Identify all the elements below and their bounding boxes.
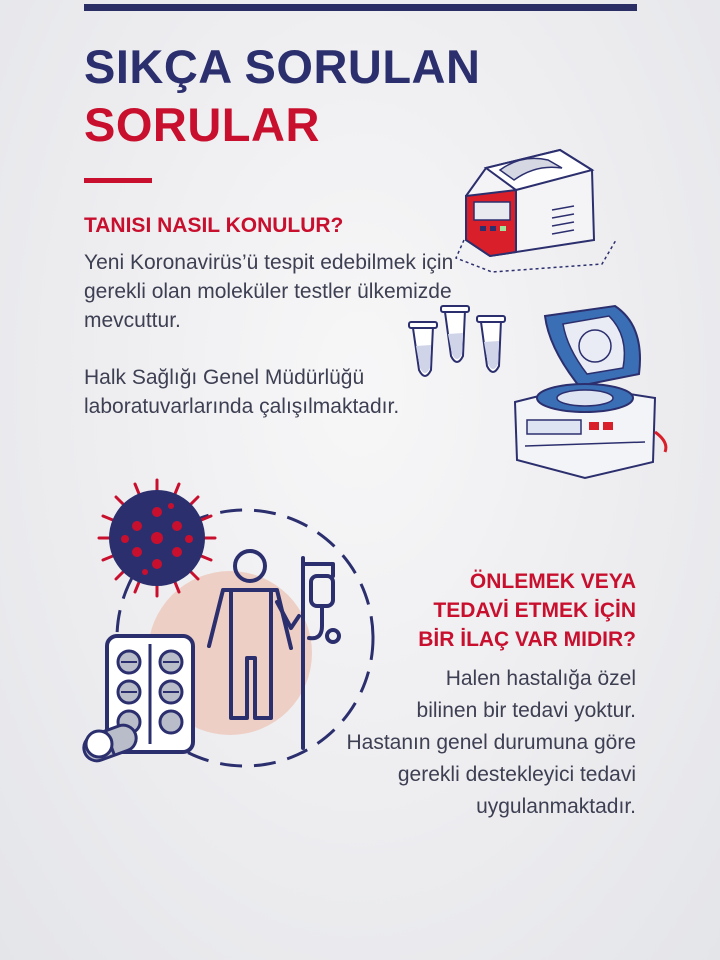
answer-paragraph: Yeni Koronavirüs’ü tespit edebilmek için gerekli olan moleküler testler ülkemizde mevcuttur. <box>84 251 454 332</box>
title-line-2: SORULAR <box>84 98 320 151</box>
faq-question-treatment <box>316 567 636 654</box>
question-line: BİR İLAÇ VAR MIDIR? <box>418 628 636 651</box>
accent-rule <box>84 178 152 183</box>
question-line: TEDAVİ ETMEK İÇİN <box>433 599 636 622</box>
centrifuge-icon <box>505 302 670 482</box>
faq-answer-treatment <box>296 663 636 823</box>
top-divider-bar <box>84 4 637 11</box>
answer-line: Halen hastalığa özel <box>445 667 636 690</box>
pcr-machine-icon <box>452 140 622 280</box>
question-line: ÖNLEMEK VEYA <box>469 570 636 593</box>
pills-icon <box>80 636 193 764</box>
title-line-1: SIKÇA SORULAN <box>84 40 481 93</box>
answer-line: bilinen bir tedavi yoktur. <box>416 699 636 722</box>
faq-question-diagnosis: TANISI NASIL KONULUR? <box>84 214 344 237</box>
page-title <box>84 38 480 154</box>
answer-line: Hastanın genel durumuna göre <box>346 731 636 754</box>
virus-icon <box>99 480 215 596</box>
answer-line: gerekli destekleyici tedavi <box>397 763 636 786</box>
answer-line: uygulanmaktadır. <box>476 795 636 818</box>
answer-paragraph: Halk Sağlığı Genel Müdürlüğü laboratuvarlarında çalışılmaktadır. <box>84 366 400 418</box>
